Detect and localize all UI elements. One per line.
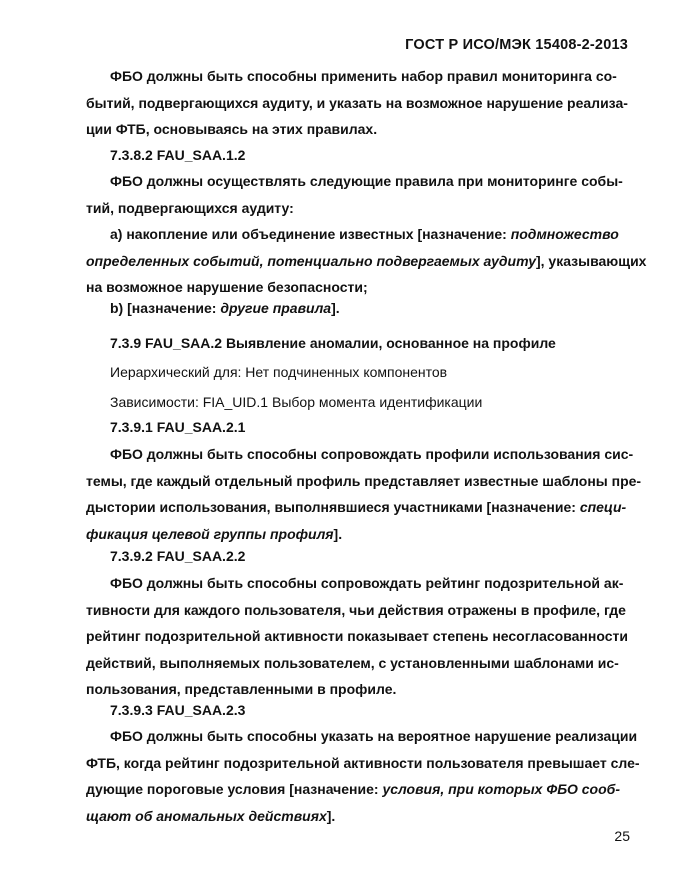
dependencies-text: Зависимости: FIA_UID.1 Выбор момента идентификации — [110, 394, 483, 410]
text-line: фикация целевой группы профиля]. — [86, 525, 343, 542]
text-line: темы, где каждый отдельный профиль представляет известные шаблоны пре- — [86, 472, 642, 489]
paragraph-saa-2-1 — [86, 441, 642, 547]
text-line: действий, выполняемых пользователем, с установленными шаблонами ис- — [86, 654, 619, 671]
text-line: ФБО должны быть способны сопровождать рейтинг подозрительной ак- — [110, 575, 624, 591]
section-heading-7-3-9: 7.3.9 FAU_SAA.2 Выявление аномалии, основанное на профиле — [110, 335, 556, 351]
text-line: щают об аномальных действиях]. — [86, 807, 336, 824]
text-line: ФТБ, когда рейтинг подозрительной активности пользователя превышает сле- — [86, 754, 640, 771]
paragraph-saa-2-3 — [86, 723, 640, 829]
section-heading-7-3-8-2: 7.3.8.2 FAU_SAA.1.2 — [110, 147, 246, 163]
text-line: бытий, подвергающихся аудиту, и указать на возможное нарушение реализа- — [86, 94, 628, 111]
list-item-b — [86, 295, 614, 322]
section-heading-7-3-9-2: 7.3.9.2 FAU_SAA.2.2 — [110, 548, 246, 564]
text-line: пользования, представленными в профиле. — [86, 681, 397, 697]
list-item-a — [86, 221, 647, 301]
text-line: рейтинг подозрительной активности показывает степень несогласованности — [86, 628, 628, 644]
text-line: определенных событий, потенциально подвергаемых аудиту], указывающих — [86, 252, 647, 269]
hierarchical-text: Иерархический для: Нет подчиненных компонентов — [110, 364, 448, 380]
text-line: а) накопление или объединение известных [назначение: подмножество — [110, 226, 619, 242]
section-heading-7-3-9-3: 7.3.9.3 FAU_SAA.2.3 — [110, 702, 246, 718]
text-line: ФБО должны быть способны применить набор правил мониторинга со- — [110, 68, 617, 84]
page-number: 25 — [614, 828, 630, 844]
text-line: ФБО должны быть способны сопровождать профили использования сис- — [110, 446, 634, 462]
section-heading-7-3-9-1: 7.3.9.1 FAU_SAA.2.1 — [110, 419, 246, 435]
text-line: ции ФТБ, основываясь на этих правилах. — [86, 121, 378, 137]
text-line: ФБО должны быть способны указать на вероятное нарушение реализации — [110, 728, 638, 744]
paragraph-saa-1-1 — [86, 63, 628, 143]
text-line: тивности для каждого пользователя, чьи действия отражены в профиле, где — [86, 601, 626, 618]
text-line: дующие пороговые условия [назначение: условия, при которых ФБО сооб- — [86, 781, 620, 797]
text-line: b) [назначение: другие правила]. — [110, 300, 340, 316]
text-line: ФБО должны осуществлять следующие правила при мониторинге собы- — [110, 173, 623, 189]
paragraph-saa-2-2 — [86, 570, 628, 703]
text-line: дыстории использования, выполнявшиеся участниками [назначение: специ- — [86, 499, 627, 515]
text-line: на возможное нарушение безопасности; — [86, 279, 368, 295]
text-line: тий, подвергающихся аудиту: — [86, 199, 294, 216]
paragraph-saa-1-2 — [86, 168, 623, 221]
document-header: ГОСТ Р ИСО/МЭК 15408-2-2013 — [405, 37, 628, 53]
